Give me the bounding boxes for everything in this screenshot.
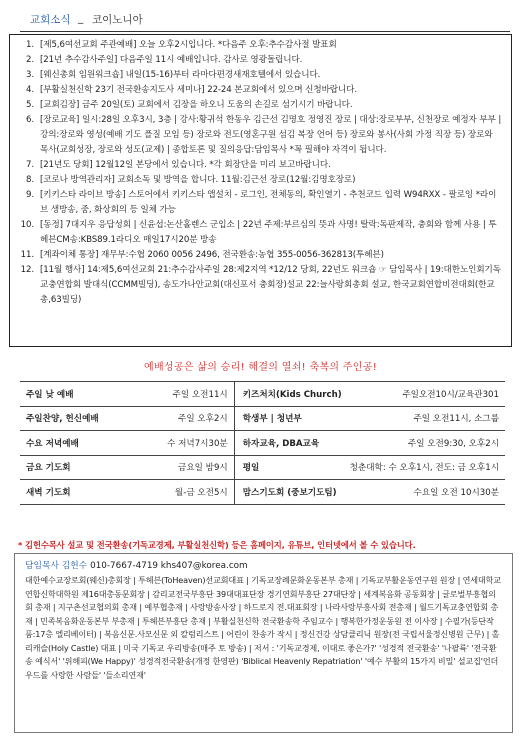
news-header xyxy=(20,10,510,32)
program-time: 청춘대학: 수 오후1시, 전도: 금 오후1시 xyxy=(346,455,505,480)
worship-row xyxy=(20,406,505,431)
notice-text: [동정] 7대지우 응답성회 | 신윤섭:논산홀렌스 군입소 | 22년 주제:부르심의 뜻과 사명! 탈락:독판제작, 충회와 함께 사용 | 투헤븐CM송:KBS89.1라디오 매일17시20분 방송 xyxy=(40,220,497,245)
notice-number: 10. xyxy=(20,220,34,230)
pastor-contact: 010-7667-4719 khs407@korea.com xyxy=(90,561,248,571)
notice-text: [웨신총회 임원워크숍] 내일(15-16)부터 라마다편경새재호텔에서 있습니다. xyxy=(40,70,321,80)
notice-text: [부활실천신학 23기 전국환송지도사 세미나] 22-24 본교회에서 있으며 신청바랍니다. xyxy=(40,85,358,95)
notice-number: 8. xyxy=(26,175,34,185)
notice-number: 12. xyxy=(20,265,34,275)
pastor-role: 담임목사 xyxy=(25,561,59,571)
worship-name: 주일 낮 예배 xyxy=(20,382,103,407)
worship-row xyxy=(20,431,505,456)
notice-number: 4. xyxy=(26,85,34,95)
notice-item xyxy=(18,83,503,98)
notice-text: [21년도 당회] 12월12일 본당에서 있습니다. *각 회장단을 미리 보고바랍니다. xyxy=(40,160,331,170)
notice-number: 7. xyxy=(26,160,34,170)
program-time: 주일 오전9:30, 오후2시 xyxy=(346,431,505,456)
notice-item xyxy=(18,158,503,173)
notice-item xyxy=(18,68,503,83)
worship-row xyxy=(20,480,505,505)
notice-number: 3. xyxy=(26,70,34,80)
pastor-name: 김헌수 xyxy=(61,561,88,571)
slogan: 예배성공은 삶의 승리! 해결의 열쇠! 축복의 주인공! xyxy=(144,362,377,373)
worship-time: 주일 오후2시 xyxy=(103,406,235,431)
notice-number: 6. xyxy=(26,115,34,125)
notice-text: [11월 행사] 14:제5,6여선교회 21:추수감사주일 28:제2지역 *12/12 당회, 22년도 워크숍 ☞ 담임목사 | 19:대한노인회기독교충연합회 발대식(CCMM빌딩), 송도가나안교회(대신포서 충회장)설교 22:늘사랑회총회 설교, 한국교회연합비전대회(한교총,63빌딩) xyxy=(40,265,501,305)
section-title: 교회소식 xyxy=(30,14,71,26)
program-time: 수요일 오전 10시30분 xyxy=(346,480,505,505)
worship-time: 금요일 밤9시 xyxy=(103,455,235,480)
footnote: * 김헌수목사 설교 및 전국환송(기독교경제, 부활실천신학) 등은 홈페이지, 유튜브, 인터넷에서 볼 수 있습니다. xyxy=(18,540,416,550)
notice-item xyxy=(18,263,503,308)
worship-schedule-table xyxy=(20,381,505,505)
notice-number: 9. xyxy=(26,190,34,200)
header-separator: _ xyxy=(78,12,84,24)
worship-row xyxy=(20,382,505,407)
notice-number: 1. xyxy=(26,40,34,50)
notice-number: 2. xyxy=(26,55,34,65)
notice-item xyxy=(18,53,503,68)
program-time: 주일 오전11시, 소그룹 xyxy=(346,406,505,431)
program-time: 주일오전10시/교육관301 xyxy=(346,382,505,407)
worship-row xyxy=(20,455,505,480)
notice-number: 5. xyxy=(26,100,34,110)
notice-item xyxy=(18,248,503,263)
program-name: 학생부 | 청년부 xyxy=(234,406,345,431)
worship-time: 주일 오전11시 xyxy=(103,382,235,407)
program-name: 맘스기도회 (중보기도팀) xyxy=(234,480,345,505)
notice-item xyxy=(18,188,503,218)
notices-list xyxy=(18,38,503,308)
worship-name: 주일찬양, 헌신예배 xyxy=(20,406,103,431)
notice-text: [장로교육] 일시:28일 오후3시, 3층 | 강사:황귀석 한동우 김근선 김명호 정영진 장로 | 대상:장로부부, 신천장로 예정자 부부 | 강의:장로와 영성(예배 기도 플질 모임 등) 장로와 전도(영혼구원 섬김 복장 언어 등) 장로와 봉사(사회 가정 직장 등) 장로와 목사(교회성장, 장로와 성도(교제) | 종합토론 및 질의응답:담임목사 *꼭 필해야 자격이 됩니다. xyxy=(40,115,504,155)
program-name: 평일 xyxy=(234,455,345,480)
page-title: 코이노니아 xyxy=(92,14,143,26)
worship-time: 수 저녁7시30분 xyxy=(103,431,235,456)
pastor-header xyxy=(25,558,502,574)
program-name: 하자교육, DBA교육 xyxy=(234,431,345,456)
notice-text: [교회김장] 금주 20일(토) 교회에서 김장을 하오니 도움의 손길로 섬기시기 바랍니다. xyxy=(40,100,353,110)
worship-name: 수요 저녁예배 xyxy=(20,431,103,456)
notice-item xyxy=(18,98,503,113)
notice-item xyxy=(18,38,503,53)
notice-text: [코로나 방역관리자] 교회소독 및 방역을 합니다. 11월:김근선 장로(12월:김명호장로) xyxy=(40,175,356,185)
notice-text: [계좌이체 통장] 재무부:수협 2060 0056 2496, 전국환송:농협 355-0056-362813(투헤븐) xyxy=(40,250,384,260)
notice-number: 11. xyxy=(20,250,34,260)
notice-item xyxy=(18,173,503,188)
pastor-profile-box xyxy=(14,553,513,733)
program-name: 키즈처치(Kids Church) xyxy=(234,382,345,407)
worship-name: 새벽 기도회 xyxy=(20,480,103,505)
worship-time: 월-금 오전5시 xyxy=(103,480,235,505)
notice-text: [21년 추수감사주일] 다음주일 11시 예배입니다. 감사로 영광돌립니다. xyxy=(40,55,303,65)
notice-item xyxy=(18,218,503,248)
notices-box xyxy=(9,34,512,347)
notice-text: [제5,6여선교회 주관예배] 오늘 오후2시입니다. *다음주 오후:추수감사절 발표회 xyxy=(40,40,337,50)
worship-name: 금요 기도회 xyxy=(20,455,103,480)
pastor-bio: 대한예수교장로회(웨신)총회장 | 투헤븐(ToHeaven)선교회대표 | 기독교장례문화운동본부 총재 | 기독교부활운동연구원 원장 | 연세대학교연합신학대학원 제16대총동문회장 | 감리교전국부흥단 39대대표단장 경기연회부흥단 27대단장 | 세계복음화 공동회장 | 글로벌부흥협의회 총재 | 지구촌선교협의회 총재 | 예부협총재 | 사랑방송사장 | 하드로지 전.대표회장 | 나라사랑부흥사회 전총재 | 월드기독교충연합회 총재 | 민족복음화운동본부 부총재 | 투헤븐부흥단 총재 | 부활실천신학 전국환송학 주임교수 | 행복한가정운동원 전 이사장 | 수필가(등단작품:17층 엘리베이터) | 복음신문.사모신문 외 칼럼리스트 | 어린이 찬송가 작시 | 정신건강 상담클리닉 원장(전 국립서울정신병원 근무) | 홀리캐슬(Holy Castle) 대표 | 미국 기독교 우리방송(매주 토 방송) | 저서 : '기독교경제, 이대로 좋은가?' '성경적 전국환송' '나팔륙' '전국환송 예식서' '위해피(We Happy)' 성경적전국환송(개정 한영판) 'Biblical Heavenly Repatriation' '예수 부활의 15가지 비밀' 설교집'언더우드를 사랑한 사람들' '들소리연재' xyxy=(25,575,501,680)
notice-item xyxy=(18,113,503,158)
notice-text: [키키스타 라이브 방송] 스토어에서 키키스타 앱설치 - 로그인, 전체동의, 확인열기 - 추천코드 입력 W94RXX - 팔로잉 *라이브 생방송, 줌, 화상회의 등 일체 가능 xyxy=(40,190,497,215)
